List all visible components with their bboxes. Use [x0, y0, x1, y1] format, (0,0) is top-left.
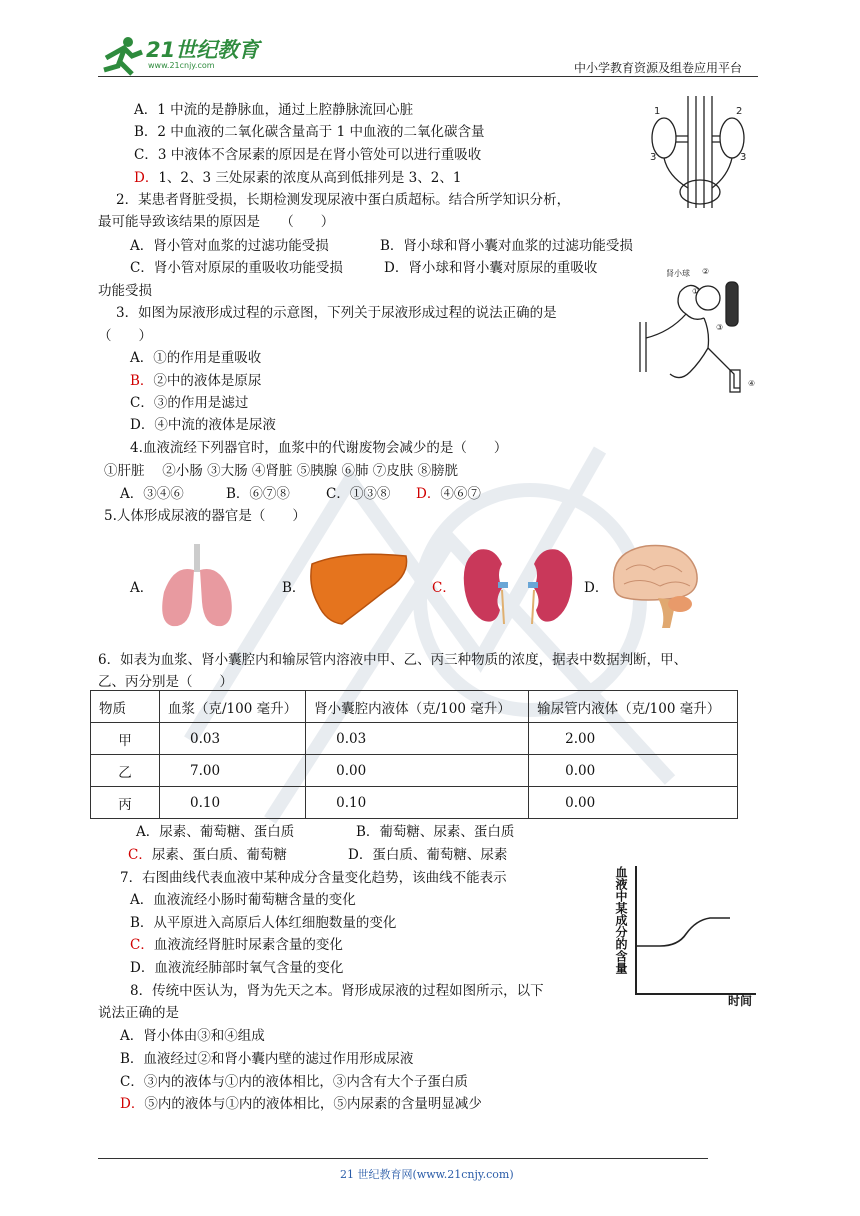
table-cell: 0.00: [529, 787, 738, 819]
table-cell: 甲: [91, 723, 160, 755]
q1-option-d: D．1、2、3 三处尿素的浓度从高到低排列是 3、2、1: [134, 170, 462, 186]
q4-items: ①肝脏 ②小肠 ③大肠 ④肾脏 ⑤胰腺 ⑥肺 ⑦皮肤 ⑧膀胱: [104, 463, 459, 479]
q2-stem-line1: 2．某患者肾脏受损，长期检测发现尿液中蛋白质超标。结合所学知识分析，: [116, 192, 571, 208]
table-header: 肾小囊腔内液体（克/100 毫升）: [306, 691, 529, 723]
lungs-icon: [154, 542, 240, 630]
logo-text: 21世纪教育: [146, 38, 260, 62]
table-cell: 0.03: [306, 723, 529, 755]
q2-option-d-cont: 功能受损: [98, 283, 152, 299]
q5-label-a: A．: [130, 580, 154, 596]
q4-option-c: C．①③⑧: [326, 486, 391, 502]
fig-label-1: 1: [654, 106, 661, 117]
fig-label-3-left: 3: [650, 152, 657, 163]
q7-ylabel: 血液中某成分的含量: [614, 866, 628, 974]
q3-option-c: C．③的作用是滤过: [130, 395, 249, 411]
q5-label-b: B．: [282, 580, 306, 596]
logo-url: www.21cnjy.com: [148, 61, 215, 70]
table-cell: 7.00: [160, 755, 306, 787]
q2-option-b: B．肾小球和肾小囊对血浆的过滤功能受损: [380, 238, 633, 254]
q7-option-b: B．从平原进入高原后人体红细胞数量的变化: [130, 915, 397, 931]
fig-label-glomerulus: 肾小球: [666, 269, 690, 278]
q3-option-d: D．④中流的液体是尿液: [130, 417, 276, 433]
q8-option-b: B．血液经过②和肾小囊内壁的滤过作用形成尿液: [120, 1051, 414, 1067]
table-cell: 0.10: [306, 787, 529, 819]
q5-label-c: C．: [432, 580, 456, 596]
q7-xlabel: 时间: [728, 994, 753, 1008]
q4-stem: 4.血液流经下列器官时，血浆中的代谢废物会减少的是（ ）: [130, 440, 508, 456]
q7-option-d: D．血液流经肺部时氧气含量的变化: [130, 960, 344, 976]
q3-stem-line2: （ ）: [98, 328, 152, 344]
q2-stem-line2: 最可能导致该结果的原因是 （ ）: [98, 214, 335, 230]
q2-option-c: C．肾小管对原尿的重吸收功能受损: [130, 260, 343, 276]
liver-icon: [306, 546, 412, 628]
q3-option-a: A．①的作用是重吸收: [130, 350, 262, 366]
q6-option-c: C．尿素、蛋白质、葡萄糖: [128, 847, 287, 863]
q8-option-c: C．③内的液体与①内的液体相比，③内含有大个子蛋白质: [120, 1074, 468, 1090]
q6-option-b: B．葡萄糖、尿素、蛋白质: [356, 824, 515, 840]
table-cell: 乙: [91, 755, 160, 787]
table-row: [91, 787, 738, 819]
table-cell: 2.00: [529, 723, 738, 755]
q8-stem-line2: 说法正确的是: [98, 1005, 179, 1021]
q3-stem-line1: 3．如图为尿液形成过程的示意图，下列关于尿液形成过程的说法正确的是: [116, 305, 557, 321]
brain-icon: [606, 540, 702, 632]
q3-option-b: B．②中的液体是原尿: [130, 373, 262, 389]
q4-option-b: B．⑥⑦⑧: [226, 486, 290, 502]
q6-table: [90, 690, 738, 819]
header-divider: [98, 76, 758, 77]
q2-option-a: A．肾小管对血浆的过滤功能受损: [130, 238, 329, 254]
q1-option-a: A．1 中流的是静脉血，通过上腔静脉流回心脏: [134, 102, 414, 118]
q7-curve-chart: [630, 864, 760, 1000]
svg-text:②: ②: [702, 267, 710, 276]
q7-option-c: C．血液流经肾脏时尿素含量的变化: [130, 937, 343, 953]
logo: [98, 34, 268, 76]
svg-text:①: ①: [692, 287, 700, 296]
table-cell: 丙: [91, 787, 160, 819]
footer-divider: [98, 1158, 708, 1159]
q6-option-d: D．蛋白质、葡萄糖、尿素: [348, 847, 508, 863]
q6-stem-line2: 乙、丙分别是（ ）: [98, 674, 233, 690]
fig-label-2: 2: [736, 106, 743, 117]
q4-option-a: A．③④⑥: [120, 486, 184, 502]
q8-option-a: A．肾小体由③和④组成: [120, 1028, 265, 1044]
q6-option-a: A．尿素、葡萄糖、蛋白质: [136, 824, 295, 840]
q1-option-b: B．2 中血液的二氧化碳含量高于 1 中血液的二氧化碳含量: [134, 124, 485, 140]
table-cell: 0.10: [160, 787, 306, 819]
q4-option-d: D．④⑥⑦: [416, 486, 481, 502]
nephron-figure: [630, 262, 760, 402]
q6-stem-line1: 6．如表为血浆、肾小囊腔内和输尿管内溶液中甲、乙、丙三种物质的浓度，据表中数据判断，甲、: [98, 652, 688, 668]
svg-text:③: ③: [716, 323, 724, 332]
q2-option-d: D．肾小球和肾小囊对原尿的重吸收: [384, 260, 598, 276]
table-header: 输尿管内液体（克/100 毫升）: [529, 691, 738, 723]
platform-name: 中小学教育资源及组卷应用平台: [574, 61, 743, 75]
kidney-vessel-figure: [648, 96, 748, 208]
q5-label-d: D．: [584, 580, 609, 596]
runner-logo-icon: [98, 34, 150, 76]
kidneys-icon: [458, 544, 578, 628]
q7-option-a: A．血液流经小肠时葡萄糖含量的变化: [130, 892, 356, 908]
table-cell: 0.00: [306, 755, 529, 787]
fig-label-3-right: 3: [740, 152, 747, 163]
table-row: [91, 723, 738, 755]
q7-stem: 7．右图曲线代表血液中某种成分含量变化趋势，该曲线不能表示: [120, 870, 507, 886]
table-cell: 0.00: [529, 755, 738, 787]
footer-text: 21 世纪教育网(www.21cnjy.com): [340, 1168, 514, 1181]
q7-curve: [636, 918, 730, 946]
q1-option-c: C．3 中液体不含尿素的原因是在肾小管处可以进行重吸收: [134, 147, 482, 163]
q5-stem: 5.人体形成尿液的器官是（ ）: [104, 508, 306, 524]
table-header: 物质: [91, 691, 160, 723]
q8-option-d: D．⑤内的液体与①内的液体相比，⑤内尿素的含量明显减少: [120, 1096, 482, 1112]
table-header: 血浆（克/100 毫升）: [160, 691, 306, 723]
table-cell: 0.03: [160, 723, 306, 755]
table-row: [91, 755, 738, 787]
q8-stem-line1: 8．传统中医认为，肾为先天之本。肾形成尿液的过程如图所示，以下: [130, 983, 544, 999]
svg-text:④: ④: [748, 379, 756, 388]
table-header-row: [91, 691, 738, 723]
